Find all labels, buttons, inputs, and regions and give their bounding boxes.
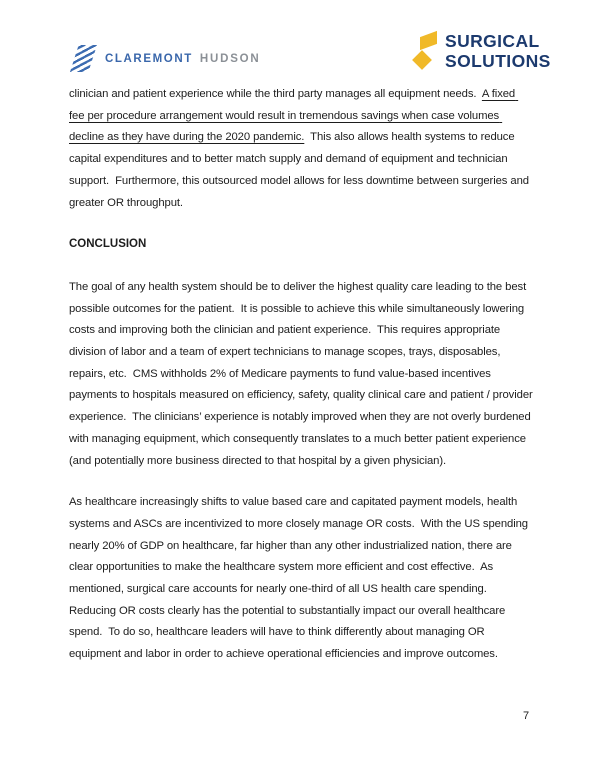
surgical-solutions-logo [412,30,551,72]
paragraph-text-run: clinician and patient experience while the third party manages all equipment needs. [69,88,482,100]
gold-diamond-shape [412,50,432,70]
paragraph-conclusion-goal: The goal of any health system should be to deliver the highest quality care leading to the best possible outcomes for the patient. It is possible to achieve this while simultaneously lowering costs and improving both the clinician and patient experience. This requires appropriate division of labor and a team of expert technicians to manage scopes, trays, disposables, repairs, etc. CMS withholds 2% of Medicare payments to fund value-based incentives payments to hospitals measured on efficiency, safety, quality clinical care and patient / provider experience. The clinicians’ experience is notably improved when they are not overly burdened with managing equipment, which consequently translates to a much better patient experience (and potentially more business directed to that hospital by a given physician). [69,280,536,467]
surgical-wordmark-line2: SOLUTIONS [445,51,551,71]
hudson-wordmark: HUDSON [199,52,261,65]
diagonal-stripes-icon [70,45,97,72]
gold-parallelogram-shape [420,31,437,50]
underlined-fixed-fee-claim: A fixed fee per procedure arrangement would result in tremendous savings when case volumes decline as they have during the 2020 pandemic. [69,88,519,144]
page-number: 7 [523,710,530,722]
claremont-wordmark: CLAREMONT [105,52,193,65]
paragraph-outsourced-model [69,84,533,214]
conclusion-heading: CONCLUSION [69,238,147,251]
document-body [69,84,536,686]
gold-s-shapes-icon [412,30,439,72]
surgical-wordmark-line1: SURGICAL [445,31,540,51]
surgical-solutions-wordmark [445,31,551,71]
paragraph-text-run: This also allows health systems to reduce capital expenditures and to better match supply and demand of equipment and technician support. Furthermore, this outsourced model allows for less downtime between surgeries and greater OR throughput. [69,131,532,209]
paragraph-conclusion-value-based-care: As healthcare increasingly shifts to value based care and capitated payment models, health systems and ASCs are incentivized to more closely manage OR costs. With the US spending nearly 20% of GDP on healthcare, far higher than any other industrialized nation, there are clear opportunities to make the healthcare system more efficient and cost effective. As mentioned, surgical care accounts for nearly one-third of all US health care spending. Reducing OR costs clearly has the potential to substantially impact our overall healthcare spend. To do so, healthcare leaders will have to think differently about managing OR equipment and labor in order to achieve operational efficiencies and improve outcomes. [69,496,532,661]
claremont-hudson-logo [70,45,261,72]
